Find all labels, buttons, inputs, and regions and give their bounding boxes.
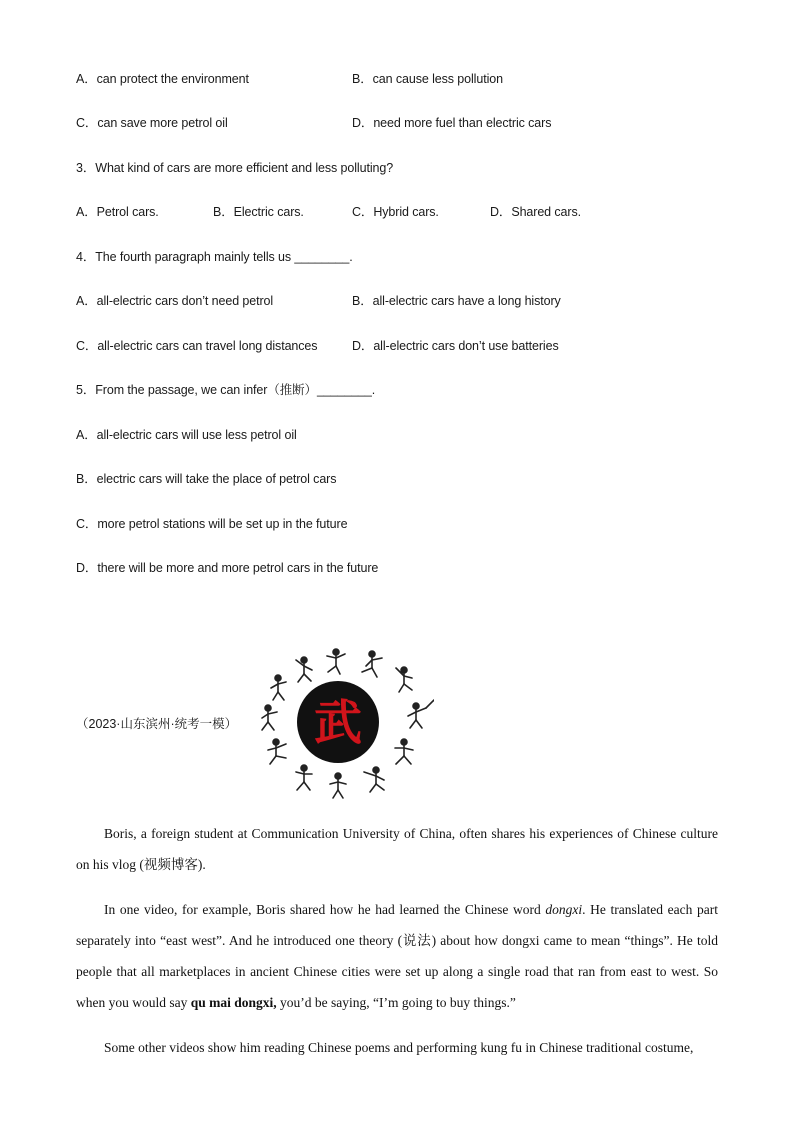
q2-option-b: B．can cause less pollution <box>352 72 503 86</box>
figure-icon <box>396 667 412 692</box>
emblem-character: 武 <box>313 695 363 751</box>
figure-icon <box>408 700 434 728</box>
p2-text-a: In one video, for example, Boris shared how he had learned the Chinese word <box>104 902 546 917</box>
p2-word-dongxi: dongxi <box>545 902 583 917</box>
q4-option-b: B．all-electric cars have a long history <box>352 294 561 308</box>
q5-stem: 5．From the passage, we can infer（推断）________. <box>76 383 376 397</box>
q5-option-b: B．electric cars will take the place of petrol cars <box>76 472 337 486</box>
kungfu-emblem-image <box>254 646 434 806</box>
q2-option-d: D．need more fuel than electric cars <box>352 116 552 130</box>
q4-option-a: A．all-electric cars don’t need petrol <box>76 294 274 308</box>
q2-option-a: A．can protect the environment <box>76 72 249 86</box>
q5-option-a: A．all-electric cars will use less petrol oil <box>76 428 297 442</box>
passage-paragraph-2 <box>76 894 718 1018</box>
figure-icon <box>268 739 286 764</box>
passage-paragraph-1: Boris, a foreign student at Communication University of China, often shares his experiences of Chinese culture on his vlog (视频博客). <box>76 826 718 872</box>
q3-option-b: B．Electric cars. <box>213 205 304 219</box>
figure-icon <box>327 649 345 674</box>
q4-stem: 4．The fourth paragraph mainly tells us ________. <box>76 250 353 264</box>
figure-icon <box>362 651 382 677</box>
figure-icon <box>271 675 286 700</box>
figure-icon <box>330 773 346 798</box>
passage-paragraph-3: Some other videos show him reading Chinese poems and performing kung fu in Chinese traditional costume, <box>104 1040 694 1055</box>
p2-phrase-qu-mai-dongxi: qu mai dongxi, <box>190 995 277 1010</box>
figure-icon <box>296 765 312 790</box>
figure-icon <box>262 705 277 730</box>
q2-option-c: C．can save more petrol oil <box>76 116 228 130</box>
p2-text-e: you’d be saying, “I’m going to buy things.” <box>276 995 516 1010</box>
q3-option-a: A．Petrol cars. <box>76 205 159 219</box>
p2-text-c: . He translated each part separately into “east west”. And he introduced one theory (说法) about how dongxi came to mean “things”. He told people that all marketplaces in ancient Chinese cities were set up along a single road that ran from east to west. So when you would say <box>76 902 719 1010</box>
q4-option-c: C．all-electric cars can travel long distances <box>76 339 318 353</box>
q5-option-d: D．there will be more and more petrol cars in the future <box>76 561 379 575</box>
figure-icon <box>364 767 384 792</box>
passage-source: （2023·山东滨州·统考一模） <box>76 717 238 731</box>
q3-option-d: D．Shared cars. <box>490 205 581 219</box>
figure-icon <box>395 739 413 764</box>
q3-option-c: C．Hybrid cars. <box>352 205 439 219</box>
q4-option-d: D．all-electric cars don’t use batteries <box>352 339 559 353</box>
figure-icon <box>296 657 312 682</box>
q5-option-c: C．more petrol stations will be set up in the future <box>76 517 348 531</box>
q3-stem: 3．What kind of cars are more efficient and less polluting? <box>76 161 394 175</box>
